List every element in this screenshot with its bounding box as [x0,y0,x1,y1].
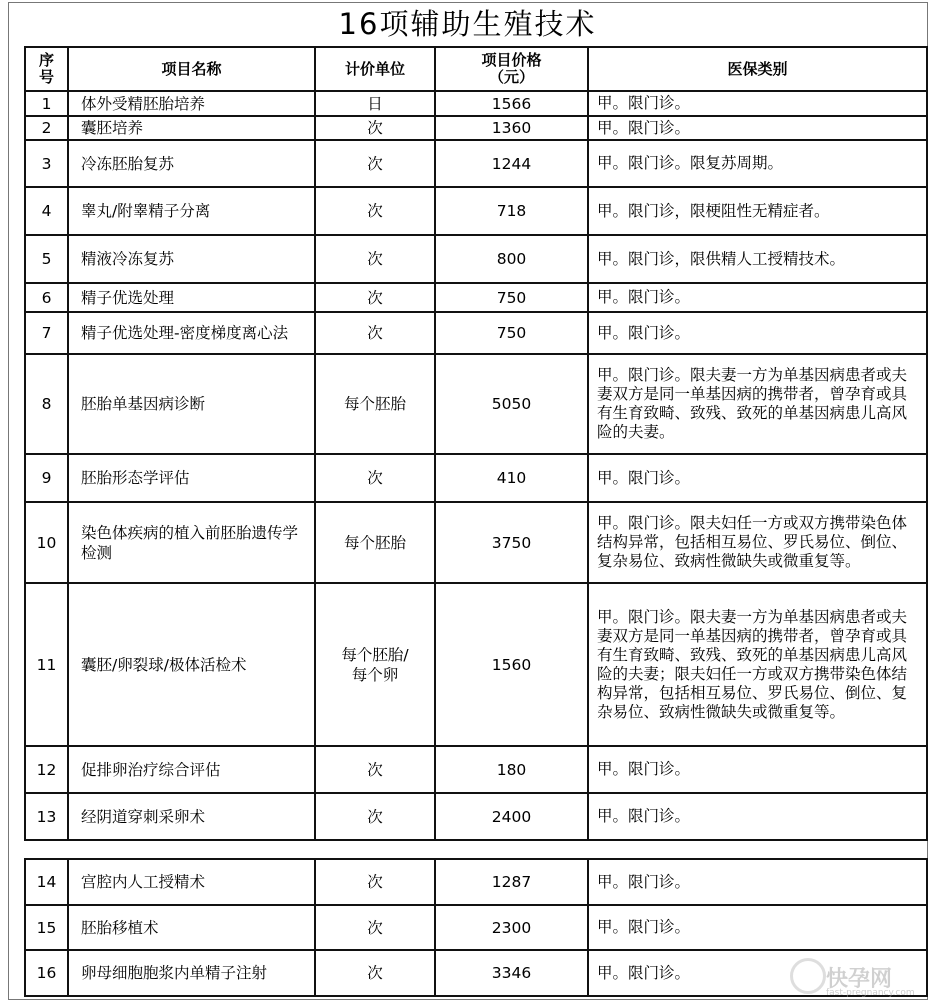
row-name: 促排卵治疗综合评估 [68,746,315,793]
table-row [25,502,927,583]
row-seq: 4 [25,187,68,235]
table-row [25,140,927,187]
header-price: 项目价格（元） [435,47,588,91]
table-row [25,583,927,746]
row-insurance: 甲。限门诊。限夫妻一方为单基因病患者或夫妻双方是同一单基因病的携带者，曾孕育或具有生育致畸、致残、致死的单基因病患儿高风险的夫妻。 [588,354,927,454]
header-seq: 序号 [25,47,68,91]
row-seq: 3 [25,140,68,187]
row-insurance: 甲。限门诊。限复苏周期。 [588,140,927,187]
row-seq: 12 [25,746,68,793]
row-insurance: 甲。限门诊。 [588,116,927,140]
row-name: 经阴道穿刺采卵术 [68,793,315,840]
row-seq: 16 [25,950,68,996]
row-unit: 次 [315,312,435,354]
table-row [25,187,927,235]
row-name: 胚胎形态学评估 [68,454,315,502]
row-price: 1244 [435,140,588,187]
row-insurance: 甲。限门诊。 [588,91,927,116]
watermark-logo-icon [790,958,826,994]
row-name: 睾丸/附睾精子分离 [68,187,315,235]
row-insurance: 甲。限门诊。 [588,905,927,950]
row-price: 2400 [435,793,588,840]
row-price: 3346 [435,950,588,996]
row-insurance: 甲。限门诊。 [588,859,927,905]
row-unit: 次 [315,454,435,502]
page-title: 16项辅助生殖技术 [338,7,597,41]
row-insurance: 甲。限门诊。 [588,950,927,996]
row-insurance: 甲。限门诊。 [588,312,927,354]
row-price: 1287 [435,859,588,905]
row-unit: 次 [315,116,435,140]
row-insurance: 甲。限门诊。 [588,793,927,840]
row-seq: 15 [25,905,68,950]
row-unit: 每个胚胎/每个卵 [315,583,435,746]
row-unit: 次 [315,187,435,235]
table-row [25,454,927,502]
row-insurance: 甲。限门诊。 [588,454,927,502]
table-row [25,312,927,354]
row-unit: 每个胚胎 [315,502,435,583]
row-price: 180 [435,746,588,793]
row-name: 胚胎单基因病诊断 [68,354,315,454]
row-name: 染色体疾病的植入前胚胎遗传学检测 [68,502,315,583]
row-insurance: 甲。限门诊，限梗阻性无精症者。 [588,187,927,235]
table-row [25,859,927,905]
row-insurance: 甲。限门诊。限夫妇任一方或双方携带染色体结构异常，包括相互易位、罗氏易位、倒位、复杂易位、致病性微缺失或微重复等。 [588,502,927,583]
row-seq: 5 [25,235,68,283]
row-seq: 10 [25,502,68,583]
table-row [25,235,927,283]
row-price: 750 [435,283,588,312]
fee-table-part1 [24,46,928,841]
row-price: 750 [435,312,588,354]
row-seq: 9 [25,454,68,502]
table-row [25,91,927,116]
row-price: 2300 [435,905,588,950]
row-price: 1566 [435,91,588,116]
row-name: 胚胎移植术 [68,905,315,950]
row-name: 囊胚/卵裂球/极体活检术 [68,583,315,746]
row-name: 囊胚培养 [68,116,315,140]
row-seq: 2 [25,116,68,140]
table-row [25,793,927,840]
row-name: 精液冷冻复苏 [68,235,315,283]
row-unit: 次 [315,950,435,996]
row-seq: 6 [25,283,68,312]
table-row [25,905,927,950]
row-unit: 日 [315,91,435,116]
watermark-sub: fast-pregnancy.com [826,988,915,998]
row-name: 精子优选处理-密度梯度离心法 [68,312,315,354]
row-name: 精子优选处理 [68,283,315,312]
row-price: 410 [435,454,588,502]
row-unit: 每个胚胎 [315,354,435,454]
row-name: 宫腔内人工授精术 [68,859,315,905]
row-insurance: 甲。限门诊。 [588,283,927,312]
row-price: 5050 [435,354,588,454]
row-price: 1560 [435,583,588,746]
row-seq: 14 [25,859,68,905]
row-unit: 次 [315,905,435,950]
row-price: 1360 [435,116,588,140]
table-row [25,354,927,454]
watermark-text: 快孕网 [826,967,893,992]
row-unit: 次 [315,859,435,905]
row-name: 冷冻胚胎复苏 [68,140,315,187]
table-header-row [25,47,927,91]
table-row [25,116,927,140]
header-unit: 计价单位 [315,47,435,91]
row-seq: 7 [25,312,68,354]
row-price: 718 [435,187,588,235]
row-seq: 8 [25,354,68,454]
row-price: 800 [435,235,588,283]
row-insurance: 甲。限门诊，限供精人工授精技术。 [588,235,927,283]
header-name: 项目名称 [68,47,315,91]
table-row [25,746,927,793]
row-unit: 次 [315,283,435,312]
row-price: 3750 [435,502,588,583]
row-name: 卵母细胞胞浆内单精子注射 [68,950,315,996]
row-unit: 次 [315,140,435,187]
row-name: 体外受精胚胎培养 [68,91,315,116]
row-unit: 次 [315,793,435,840]
row-seq: 13 [25,793,68,840]
row-unit: 次 [315,235,435,283]
row-insurance: 甲。限门诊。 [588,746,927,793]
table-row [25,283,927,312]
row-insurance: 甲。限门诊。限夫妻一方为单基因病患者或夫妻双方是同一单基因病的携带者，曾孕育或具有生育致畸、致残、致死的单基因病患儿高风险的夫妻；限夫妇任一方或双方携带染色体结构异常，包括相互易位、罗氏易位、倒位、复杂易位、致病性微缺失或微重复等。 [588,583,927,746]
row-seq: 11 [25,583,68,746]
row-unit: 次 [315,746,435,793]
header-insurance: 医保类别 [588,47,927,91]
row-seq: 1 [25,91,68,116]
